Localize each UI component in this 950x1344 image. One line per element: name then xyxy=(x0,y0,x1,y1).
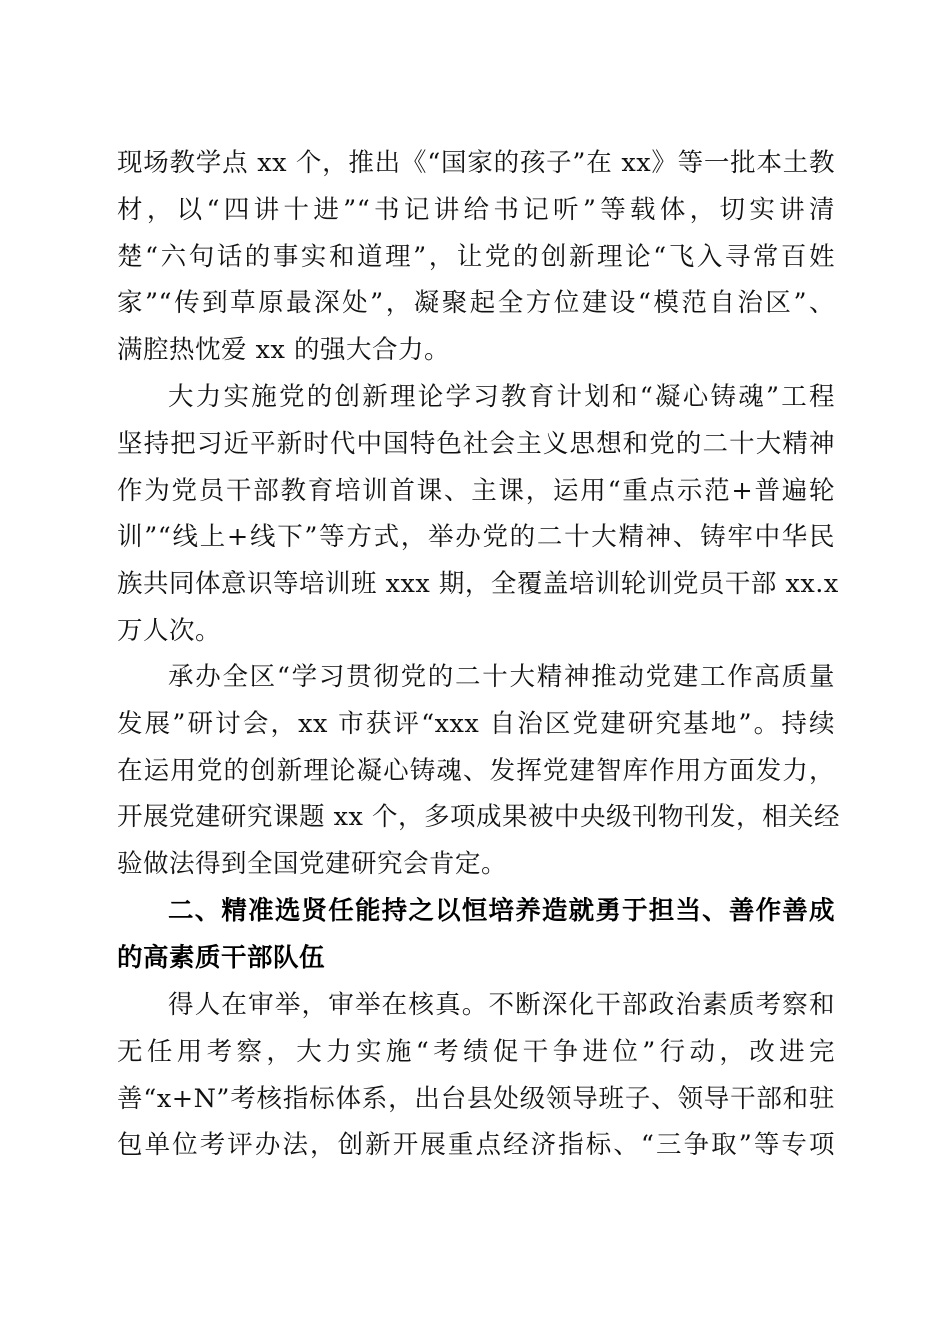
text-line: 得人在审举，审举在核真。不断深化干部政治素质考察和 xyxy=(168,990,835,1020)
text-line: 坚持把习近平新时代中国特色社会主义思想和党的二十大精神 xyxy=(117,428,835,459)
paragraph-theory-education xyxy=(117,374,839,655)
section-heading-two xyxy=(117,888,835,982)
paragraph-practice-teaching xyxy=(117,140,835,374)
text-line: 作为党员干部教育培训首课、主课，运用“重点示范+普遍轮 xyxy=(117,475,835,506)
text-line: 材，以“四讲十进”“书记讲给书记听”等载体，切实讲清 xyxy=(117,194,835,225)
text-line: 开展党建研究课题 xx 个，多项成果被中央级刊物刊发，相关经 xyxy=(117,802,840,833)
text-line: 善“x+N”考核指标体系，出台县处级领导班子、领导干部和驻 xyxy=(117,1083,835,1114)
text-line: 万人次。 xyxy=(117,615,222,646)
heading-line: 二、精准选贤任能持之以恒培养造就勇于担当、善作善成 xyxy=(168,896,835,926)
text-line: 训”“线上+线下”等方式，举办党的二十大精神、铸牢中华民 xyxy=(117,522,835,553)
paragraph-party-research xyxy=(117,654,840,888)
text-line: 包单位考评办法，创新开展重点经济指标、“三争取”等专项 xyxy=(117,1130,835,1161)
text-line: 满腔热忱爱 xx 的强大合力。 xyxy=(117,335,450,366)
text-line: 无任用考察，大力实施“考绩促干争进位”行动，改进完 xyxy=(117,1036,835,1067)
text-line: 承办全区“学习贯彻党的二十大精神推动党建工作高质量 xyxy=(168,662,835,692)
text-line: 在运用党的创新理论凝心铸魂、发挥党建智库作用方面发力， xyxy=(117,755,835,786)
text-line: 发展”研讨会，xx 市获评“xxx 自治区党建研究基地”。持续 xyxy=(117,708,835,739)
paragraph-cadre-assessment xyxy=(117,982,835,1169)
text-line: 族共同体意识等培训班 xxx 期，全覆盖培训轮训党员干部 xx.x xyxy=(117,569,839,600)
heading-line: 的高素质干部队伍 xyxy=(117,942,326,973)
text-line: 家”“传到草原最深处”，凝聚起全方位建设“模范自治区”、 xyxy=(117,288,835,319)
text-line: 楚“六句话的事实和道理”，让党的创新理论“飞入寻常百姓 xyxy=(117,241,835,272)
text-line: 验做法得到全国党建研究会肯定。 xyxy=(117,849,508,880)
text-line: 大力实施党的创新理论学习教育计划和“凝心铸魂”工程 xyxy=(168,382,835,412)
text-line: 现场教学点 xx 个，推出《“国家的孩子”在 xx》等一批本土教 xyxy=(117,148,835,178)
